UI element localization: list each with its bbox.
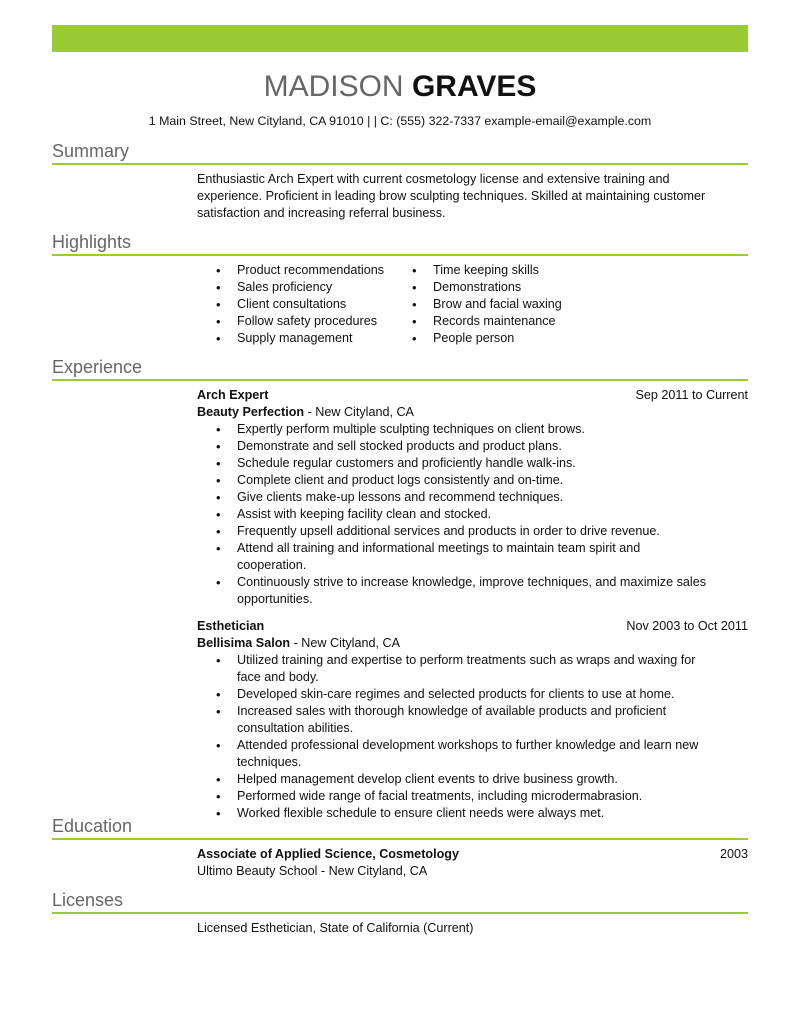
highlights-col-2 [393,262,562,347]
list-item: • Time keeping skills [393,262,562,279]
list-item: • Attend all training and informational meetings to maintain team spirit and cooperation. [197,540,712,574]
list-item: • Utilized training and expertise to perform treatments such as wraps and waxing for face and body. [197,652,712,686]
job-bullets [197,421,712,608]
list-item: • Expertly perform multiple sculpting techniques on client brows. [197,421,712,438]
list-item: • Records maintenance [393,313,562,330]
list-item: • Brow and facial waxing [393,296,562,313]
job-entry [197,618,748,822]
job-title: Arch Expert [197,388,269,402]
section-heading: Education [52,815,748,840]
list-item: • Demonstrations [393,279,562,296]
contact-info: 1 Main Street, New Cityland, CA 91010 | | C: (555) 322-7337 example-email@example.com [148,114,652,128]
job-bullets [197,652,712,822]
highlights-list [197,262,748,347]
list-item: • Complete client and product logs consistently and on-time. [197,472,712,489]
last-name: GRAVES [411,70,537,103]
education-year: 2003 [719,847,748,861]
list-item: • Assist with keeping facility clean and stocked. [197,506,712,523]
job-dates: Nov 2003 to Oct 2011 [626,619,748,633]
highlights-section [52,231,748,347]
experience-section [52,356,748,822]
job-entry [197,387,748,608]
school: Ultimo Beauty School - New Cityland, CA [197,864,428,878]
job-dates: Sep 2011 to Current [635,388,748,402]
licenses-section [52,889,748,937]
list-item: • Schedule regular customers and proficiently handle walk-ins. [197,455,712,472]
list-item: • People person [393,330,562,347]
header-accent-bar [52,25,748,52]
list-item: • Increased sales with thorough knowledge of available products and proficient consultation abilities. [197,703,712,737]
list-item: • Sales proficiency [197,279,393,296]
list-item: • Supply management [197,330,393,347]
list-item: • Product recommendations [197,262,393,279]
summary-text: Enthusiastic Arch Expert with current cosmetology license and extensive training and experience. Proficient in leading brow sculpting techniques. Skilled at maintaining customer satisfaction and increasing referral business. [197,172,706,220]
job-location: - New Cityland, CA [290,636,400,650]
education-entry [197,846,748,880]
list-item: • Continuously strive to increase knowledge, improve techniques, and maximize sales opportunities. [197,574,712,608]
list-item: • Worked flexible schedule to ensure client needs were always met. [197,805,712,822]
company-name: Beauty Perfection [197,405,305,419]
job-location: - New Cityland, CA [304,405,414,419]
highlights-col-1 [197,262,393,347]
section-heading: Summary [52,140,748,165]
job-title: Esthetician [197,619,265,633]
first-name: MADISON [263,70,404,103]
list-item: • Frequently upsell additional services and products in order to drive revenue. [197,523,712,540]
list-item: • Developed skin-care regimes and selected products for clients to use at home. [197,686,712,703]
section-heading: Licenses [52,889,748,914]
list-item: • Performed wide range of facial treatments, including microdermabrasion. [197,788,712,805]
list-item: • Helped management develop client events to drive business growth. [197,771,712,788]
license-text: Licensed Esthetician, State of California (Current) [197,921,474,935]
list-item: • Attended professional development workshops to further knowledge and learn new techniques. [197,737,712,771]
education-section [52,815,748,880]
list-item: • Client consultations [197,296,393,313]
list-item: • Follow safety procedures [197,313,393,330]
list-item: • Demonstrate and sell stocked products and product plans. [197,438,712,455]
section-heading: Experience [52,356,748,381]
summary-section [52,140,748,222]
company-name: Bellisima Salon [197,636,291,650]
degree: Associate of Applied Science, Cosmetology [197,847,459,861]
list-item: • Give clients make-up lessons and recommend techniques. [197,489,712,506]
candidate-name [0,70,800,104]
jobs-list [197,387,748,822]
section-heading: Highlights [52,231,748,256]
